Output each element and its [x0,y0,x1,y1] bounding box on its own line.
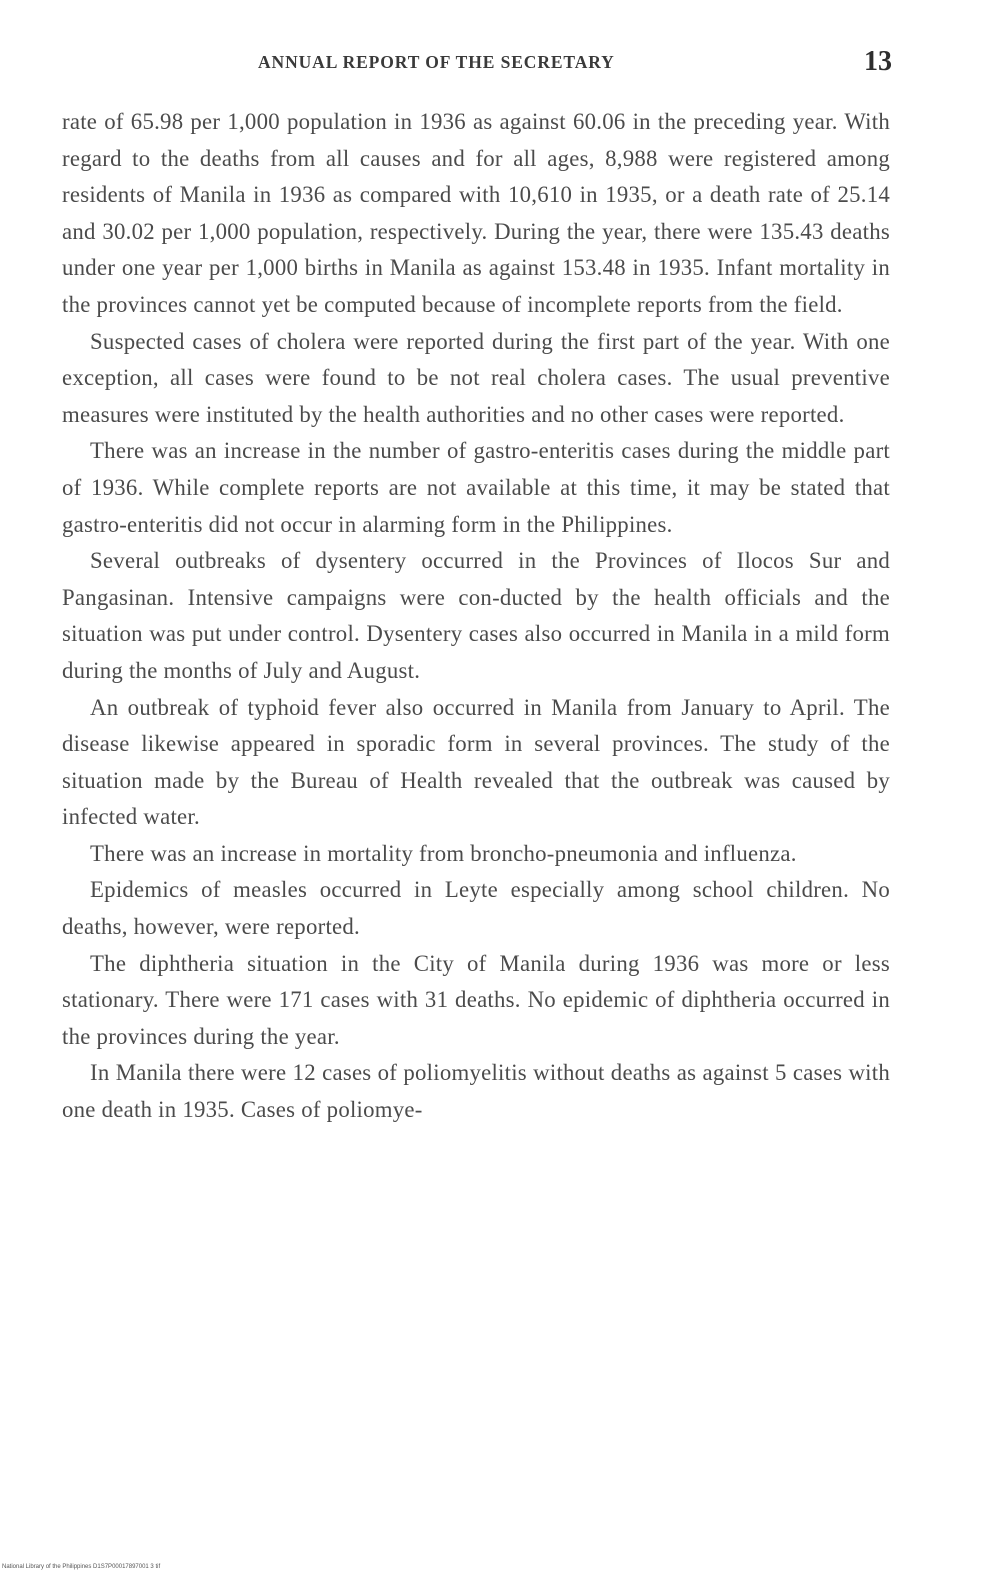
paragraph-measles: Epidemics of measles occurred in Leyte especially among school children. No deaths, however, were reported. [62,877,890,940]
paragraph-continuation: rate of 65.98 per 1,000 population in 1936 as against 60.06 in the preceding year. With regard to the deaths from all causes and for all ages, 8,988 were registered among residents of Manila in 1936 as compared with 10,610 in 1935, or a death rate of 25.14 and 30.02 per 1,000 population, respectively. During the year, there were 135.43 deaths under one year per 1,000 births in Manila as against 153.48 in 1935. Infant mortality in the provinces cannot yet be computed because of incomplete reports from the field. [62,109,890,317]
paragraph-broncho-pneumonia: There was an increase in mortality from broncho-pneumonia and influenza. [90,840,797,866]
scan-source-note: National Library of the Philippines D1S7P00017897001 3 tif [2,1564,161,1570]
paragraph-diphtheria: The diphtheria situation in the City of Manila during 1936 was more or less stationary. There were 171 cases with 31 deaths. No epidemic of diphtheria occurred in the provinces during the year. [62,950,890,1049]
paragraph-poliomyelitis: In Manila there were 12 cases of poliomyelitis without deaths as against 5 cases with one death in 1935. Cases of poliomye- [62,1060,890,1123]
body-text [62,104,890,1129]
paragraph-dysentery: Several outbreaks of dysentery occurred in the Provinces of Ilocos Sur and Pangasinan. Intensive campaigns were con-ducted by the health officials and the situation was put under control. Dysentery cases also occurred in Manila in a mild form during the months of July and August. [62,548,890,683]
header-title: ANNUAL REPORT OF THE SECRETARY [258,52,615,72]
running-header [62,46,892,80]
paragraph-typhoid: An outbreak of typhoid fever also occurred in Manila from January to April. The disease likewise appeared in sporadic form in several provinces. The study of the situation made by the Bureau of Health revealed that the outbreak was caused by infected water. [62,694,890,830]
paragraph-gastro-enteritis: There was an increase in the number of gastro-enteritis cases during the middle part of 1936. While complete reports are not available at this time, it may be stated that gastro-enteritis did not occur in alarming form in the Philippines. [62,438,890,537]
page-number: 13 [864,46,892,77]
paragraph-cholera: Suspected cases of cholera were reported during the first part of the year. With one exception, all cases were found to be not real cholera cases. The usual preventive measures were instituted by the health authorities and no other cases were reported. [62,328,890,427]
